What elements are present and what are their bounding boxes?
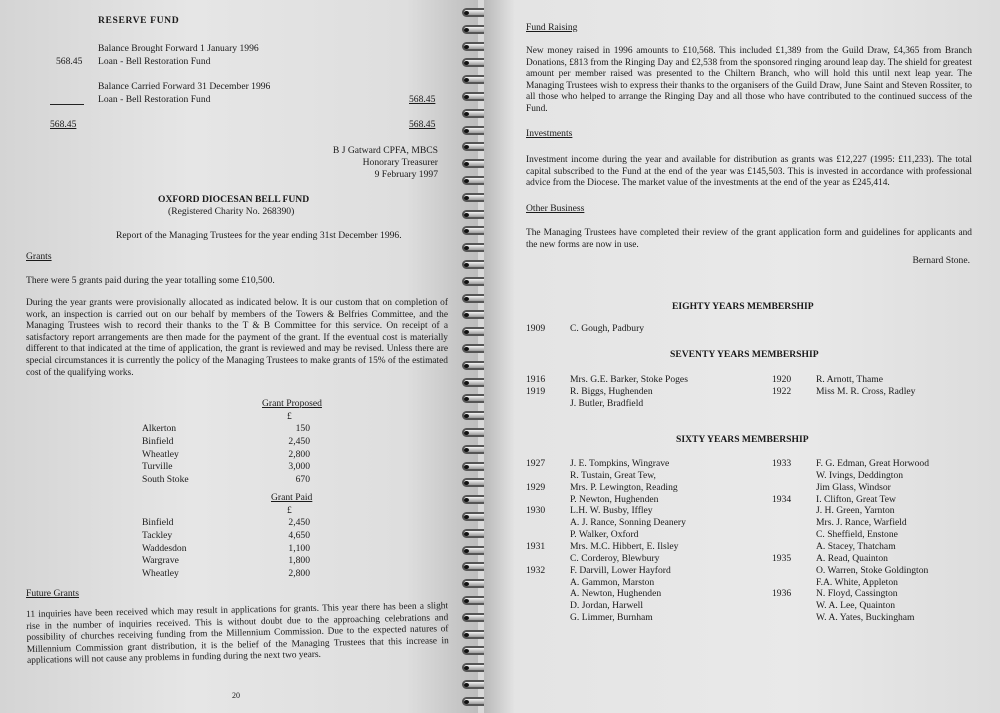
investments-paragraph: Investment income during the year and available for distribution as grants was £12,227 (1995: £11,233). The total capital subscribed to the Fund at the end of the year was £145,503. This is invested in accordance with professional advice from the Diocese. The market value of the investments at the end of the year as £245,414. <box>526 155 972 189</box>
signature-name: B J Gatward CPFA, MBCS <box>332 145 438 156</box>
other-business-heading: Other Business <box>526 203 585 214</box>
member-name: L.H. W. Busby, Iffley <box>570 505 653 517</box>
member-name: A. Read, Quainton <box>816 552 888 564</box>
member-year: 1931 <box>526 540 546 552</box>
signoff: Bernard Stone. <box>912 255 970 266</box>
sixty-years-heading: SIXTY YEARS MEMBERSHIP <box>676 434 809 445</box>
member-name: R. Biggs, Hughenden <box>570 385 653 397</box>
member-year: 1934 <box>772 493 792 505</box>
loan-label-2: Loan - Bell Restoration Fund <box>98 94 211 105</box>
grant-place: Tackley <box>142 529 173 541</box>
fund-raising-paragraph: New money raised in 1996 amounts to £10,568. This included £1,389 from the Guild Draw, £4,365 from Branch Donations, £813 from the Ringing Day and £2,538 from the sponsored ringing around leap day. The shield for greatest amount per member raised was presented to the Chiltern Branch, who will hold this until next leap year. The Managing Trustees wish to express their thanks to the organisers of the Guild Draw, June Saint and Steven Rossiter, to all those who helped to arrange the Ringing Day and all those who have contributed to the continued success of the Fund. <box>526 46 972 114</box>
grant-place: South Stoke <box>142 474 189 486</box>
member-name: A. Gammon, Marston <box>570 576 655 588</box>
grants-heading: Grants <box>26 251 52 262</box>
right-page <box>484 0 1000 713</box>
member-name: F.A. White, Appleton <box>816 576 898 588</box>
report-title: Report of the Managing Trustees for the year ending 31st December 1996. <box>116 230 402 241</box>
grant-place: Alkerton <box>142 423 177 434</box>
member-name: R. Tustain, Great Tew, <box>570 469 656 481</box>
fund-raising-heading: Fund Raising <box>526 22 578 33</box>
other-business-paragraph: The Managing Trustees have completed their review of the grant application form and guidelines for applicants and the new forms are now in use. <box>526 228 972 250</box>
member-name: Mrs. M.C. Hibbert, E. Ilsley <box>570 540 679 552</box>
member-name: J. H. Green, Yarnton <box>816 505 895 517</box>
seventy-years-heading: SEVENTY YEARS MEMBERSHIP <box>670 349 819 360</box>
balance-carried-forward: Balance Carried Forward 31 December 1996 <box>98 81 271 92</box>
member-name: A. J. Rance, Sonning Deanery <box>570 517 686 529</box>
paid-currency: £ <box>287 505 292 516</box>
grant-amount: 2,450 <box>288 517 310 528</box>
grant-proposed-heading: Grant Proposed <box>262 398 322 409</box>
member-name: J. E. Tompkins, Wingrave <box>570 458 670 469</box>
member-name: D. Jordan, Harwell <box>570 600 643 612</box>
member-year: 1920 <box>772 374 792 385</box>
proposed-currency: £ <box>287 411 292 422</box>
balance-brought-forward: Balance Brought Forward 1 January 1996 <box>98 43 259 54</box>
member-name: Mrs. G.E. Barker, Stoke Poges <box>570 374 688 385</box>
member-name: I. Clifton, Great Tew <box>816 493 896 505</box>
member-name: C. Corderoy, Blewbury <box>570 552 660 564</box>
member-name: A. Newton, Hughenden <box>570 588 662 600</box>
total-left: 568.45 <box>50 119 77 130</box>
grant-amount: 2,800 <box>288 448 310 460</box>
member-name: J. Butler, Bradfield <box>570 397 644 409</box>
member-year: 1909 <box>526 323 546 334</box>
grant-amount: 3,000 <box>288 461 310 473</box>
member-name: G. Limmer, Burnham <box>570 612 653 624</box>
grant-amount: 2,450 <box>288 435 310 447</box>
loan-amount-2: 568.45 <box>409 94 436 105</box>
member-year: 1935 <box>772 552 792 564</box>
member-year: 1929 <box>526 481 546 493</box>
grant-amount: 1,100 <box>288 542 310 554</box>
grant-place: Wheatley <box>142 568 179 580</box>
loan-label-1: Loan - Bell Restoration Fund <box>98 56 211 67</box>
member-name: Mrs. J. Rance, Warfield <box>816 517 907 529</box>
reserve-fund-title: RESERVE FUND <box>98 15 180 26</box>
left-page <box>0 0 478 713</box>
grant-place: Wheatley <box>142 448 179 460</box>
grant-amount: 4,650 <box>288 529 310 541</box>
charity-number: (Registered Charity No. 268390) <box>168 206 295 217</box>
grants-paragraph: During the year grants were provisionally allocated as indicated below. It is our custom that on completion of work, an inspection is carried out on our behalf by members of the Towers & Belfries Committee, and the Managing Trustees wish to record their thanks to the T & B Committee for this service. On receipt of a satisfactory report arrangements are then made for the payment of the grant. If the eventual cost is materially different to that indicated at the time of application, the grant is reviewed and may be revised. Unless there are special circumstances it is currently the policy of the Managing Trustees to make grants of 15% of the estimated cost of the qualifying works. <box>26 298 448 378</box>
member-name: W. Ivings, Deddington <box>816 469 904 481</box>
future-grants-heading: Future Grants <box>26 588 80 599</box>
member-year: 1916 <box>526 374 546 385</box>
left-rule <box>50 104 84 105</box>
eighty-years-heading: EIGHTY YEARS MEMBERSHIP <box>672 301 814 312</box>
grants-intro: There were 5 grants paid during the year totalling some £10,500. <box>26 275 275 286</box>
grant-amount: 150 <box>295 423 310 434</box>
grant-amount: 2,800 <box>288 568 310 580</box>
signature-role: Honorary Treasurer <box>362 157 438 168</box>
member-year: 1930 <box>526 505 546 517</box>
member-name: C. Gough, Padbury <box>570 323 645 334</box>
member-name: F. Darvill, Lower Hayford <box>570 564 671 576</box>
grant-place: Waddesdon <box>142 542 187 554</box>
member-name: O. Warren, Stoke Goldington <box>816 564 929 576</box>
grant-place: Binfield <box>142 517 174 528</box>
member-name: P. Newton, Hughenden <box>570 493 659 505</box>
grant-place: Wargrave <box>142 555 179 567</box>
member-name: R. Arnott, Thame <box>816 374 883 385</box>
member-name: Mrs. P. Lewington, Reading <box>570 481 678 493</box>
signature-date: 9 February 1997 <box>374 169 438 180</box>
member-name: P. Walker, Oxford <box>570 529 639 541</box>
member-name: W. A. Yates, Buckingham <box>816 612 915 624</box>
grant-amount: 1,800 <box>288 555 310 567</box>
member-year: 1927 <box>526 458 546 469</box>
member-name: A. Stacey, Thatcham <box>816 540 896 552</box>
member-year: 1933 <box>772 458 792 469</box>
grant-place: Turville <box>142 461 173 473</box>
total-right: 568.45 <box>409 119 436 130</box>
grant-amount: 670 <box>295 474 310 486</box>
fund-title: OXFORD DIOCESAN BELL FUND <box>158 194 310 205</box>
grant-paid-heading: Grant Paid <box>271 492 313 503</box>
member-name: C. Sheffield, Enstone <box>816 529 898 541</box>
member-name: Miss M. R. Cross, Radley <box>816 385 916 397</box>
grant-place: Binfield <box>142 435 174 447</box>
member-year: 1919 <box>526 385 546 397</box>
member-year: 1936 <box>772 588 792 600</box>
member-year: 1932 <box>526 564 546 576</box>
page-number: 20 <box>232 691 240 700</box>
loan-amount-1: 568.45 <box>56 56 83 67</box>
member-name: F. G. Edman, Great Horwood <box>816 458 930 469</box>
member-name: Jim Glass, Windsor <box>816 481 891 493</box>
future-grants-paragraph: 11 inquiries have been received which may result in applications for grants. This year there has been a slight rise in the number of inquiries received. This is without doubt due to the approaching celebrations and possibility of churches receiving funding from the Millennium Commission. Due to the expected natures of Millennium Commission grant distribution, it is the belief of the Managing Trustees that this increase in applications will not cause any problems in funding during the next two years. <box>26 601 449 667</box>
investments-heading: Investments <box>526 128 573 139</box>
member-name: N. Floyd, Cassington <box>816 588 898 600</box>
member-name: W. A. Lee, Quainton <box>816 600 896 612</box>
member-year: 1922 <box>772 385 792 397</box>
